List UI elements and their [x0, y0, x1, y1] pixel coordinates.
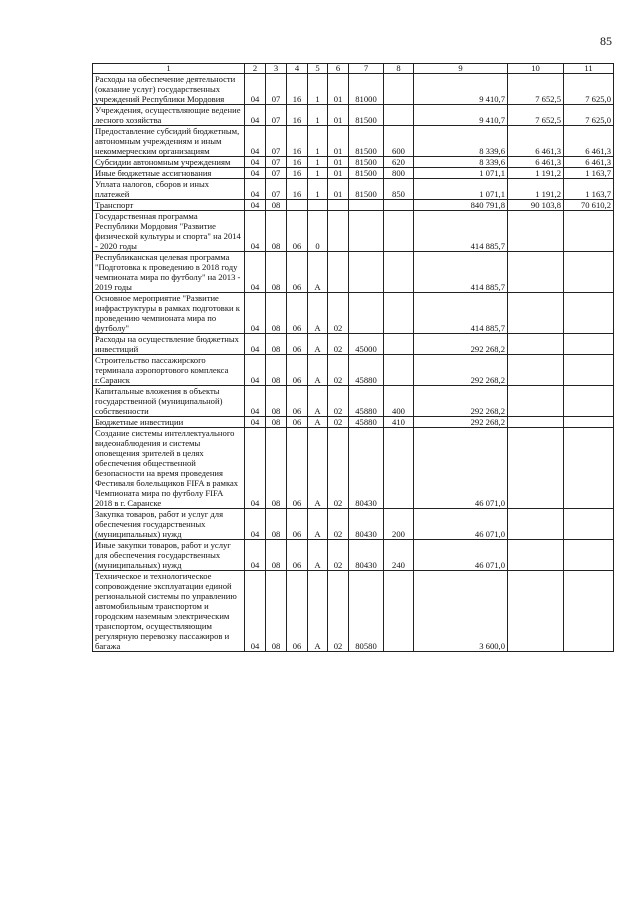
amount-cell: 414 885,7 — [414, 211, 508, 252]
amount-cell: 292 268,2 — [414, 386, 508, 417]
program-code-cell — [287, 200, 308, 211]
subsection-code-cell: 08 — [266, 355, 287, 386]
amount-year-after-cell: 7 625,0 — [564, 105, 614, 126]
event-code-cell: 01 — [328, 105, 349, 126]
program-code-cell: 06 — [287, 571, 308, 652]
event-code-cell: 01 — [328, 157, 349, 168]
table-row — [93, 179, 614, 200]
subprogram-code-cell: 1 — [308, 179, 328, 200]
subprogram-code-cell: 0 — [308, 211, 328, 252]
subsection-code-cell: 08 — [266, 540, 287, 571]
target-code-cell: 80430 — [349, 509, 384, 540]
subprogram-code-cell: А — [308, 417, 328, 428]
table-row — [93, 334, 614, 355]
program-code-cell: 16 — [287, 157, 308, 168]
subsection-code-cell: 07 — [266, 168, 287, 179]
expense-type-cell — [384, 334, 414, 355]
row-name-cell: Создание системы интеллектуального видеонаблюдения и системы оповещения зрителей в целях обеспечения общественной безопасности на время проведения Фестиваля болельщиков FIFA в рамках Чемпионата мира по футболу FIFA 2018 в г. Саранске — [93, 428, 245, 509]
amount-year-after-cell — [564, 334, 614, 355]
row-name-cell: Субсидии автономным учреждениям — [93, 157, 245, 168]
table-row — [93, 509, 614, 540]
section-code-cell: 04 — [245, 200, 266, 211]
row-name-cell: Основное мероприятие "Развитие инфраструктуры в рамках подготовки к проведению чемпионата мира по футболу" — [93, 293, 245, 334]
expense-type-cell: 800 — [384, 168, 414, 179]
amount-cell: 8 339,6 — [414, 126, 508, 157]
page-number: 85 — [600, 34, 612, 48]
amount-year-after-cell — [564, 417, 614, 428]
program-code-cell: 06 — [287, 334, 308, 355]
table-row — [93, 157, 614, 168]
amount-cell: 840 791,8 — [414, 200, 508, 211]
target-code-cell — [349, 252, 384, 293]
subsection-code-cell: 08 — [266, 293, 287, 334]
expense-type-cell: 200 — [384, 509, 414, 540]
program-code-cell: 16 — [287, 179, 308, 200]
event-code-cell: 01 — [328, 126, 349, 157]
section-code-cell: 04 — [245, 126, 266, 157]
target-code-cell: 45880 — [349, 355, 384, 386]
column-header: 9 — [414, 64, 508, 74]
column-header: 11 — [564, 64, 614, 74]
amount-next-year-cell: 6 461,3 — [508, 157, 564, 168]
amount-year-after-cell — [564, 509, 614, 540]
event-code-cell: 02 — [328, 355, 349, 386]
subsection-code-cell: 08 — [266, 334, 287, 355]
section-code-cell: 04 — [245, 509, 266, 540]
event-code-cell: 02 — [328, 509, 349, 540]
subprogram-code-cell: А — [308, 355, 328, 386]
target-code-cell: 80430 — [349, 428, 384, 509]
amount-next-year-cell — [508, 571, 564, 652]
section-code-cell: 04 — [245, 334, 266, 355]
amount-year-after-cell: 1 163,7 — [564, 168, 614, 179]
event-code-cell — [328, 200, 349, 211]
event-code-cell: 02 — [328, 571, 349, 652]
expense-type-cell: 410 — [384, 417, 414, 428]
amount-cell: 1 071,1 — [414, 168, 508, 179]
column-header: 5 — [308, 64, 328, 74]
target-code-cell: 45000 — [349, 334, 384, 355]
amount-cell: 46 071,0 — [414, 509, 508, 540]
table-row — [93, 428, 614, 509]
target-code-cell: 81000 — [349, 74, 384, 105]
section-code-cell: 04 — [245, 179, 266, 200]
amount-next-year-cell — [508, 252, 564, 293]
expense-type-cell — [384, 252, 414, 293]
column-header: 2 — [245, 64, 266, 74]
target-code-cell: 45880 — [349, 417, 384, 428]
row-name-cell: Предоставление субсидий бюджетным, автономным учреждениям и иным некоммерческим организациям — [93, 126, 245, 157]
program-code-cell: 16 — [287, 74, 308, 105]
amount-year-after-cell — [564, 386, 614, 417]
header-row — [93, 64, 614, 74]
section-code-cell: 04 — [245, 157, 266, 168]
budget-table — [92, 63, 614, 652]
amount-year-after-cell — [564, 428, 614, 509]
subprogram-code-cell: А — [308, 571, 328, 652]
amount-next-year-cell: 7 652,5 — [508, 74, 564, 105]
amount-next-year-cell — [508, 211, 564, 252]
section-code-cell: 04 — [245, 168, 266, 179]
subprogram-code-cell: 1 — [308, 157, 328, 168]
subprogram-code-cell: 1 — [308, 105, 328, 126]
table-row — [93, 105, 614, 126]
amount-next-year-cell — [508, 417, 564, 428]
program-code-cell: 06 — [287, 252, 308, 293]
amount-year-after-cell — [564, 293, 614, 334]
amount-next-year-cell — [508, 334, 564, 355]
table-row — [93, 355, 614, 386]
target-code-cell: 81500 — [349, 126, 384, 157]
amount-year-after-cell — [564, 571, 614, 652]
target-code-cell: 81500 — [349, 105, 384, 126]
row-name-cell: Закупка товаров, работ и услуг для обеспечения государственных (муниципальных) нужд — [93, 509, 245, 540]
amount-cell: 46 071,0 — [414, 540, 508, 571]
expense-type-cell — [384, 211, 414, 252]
column-header: 7 — [349, 64, 384, 74]
event-code-cell: 02 — [328, 540, 349, 571]
expense-type-cell: 600 — [384, 126, 414, 157]
program-code-cell: 06 — [287, 211, 308, 252]
row-name-cell: Иные бюджетные ассигнования — [93, 168, 245, 179]
amount-cell: 9 410,7 — [414, 74, 508, 105]
column-header: 6 — [328, 64, 349, 74]
column-header: 3 — [266, 64, 287, 74]
amount-next-year-cell — [508, 540, 564, 571]
table-row — [93, 168, 614, 179]
program-code-cell: 06 — [287, 355, 308, 386]
section-code-cell: 04 — [245, 252, 266, 293]
target-code-cell: 81500 — [349, 179, 384, 200]
subprogram-code-cell: А — [308, 509, 328, 540]
program-code-cell: 16 — [287, 168, 308, 179]
section-code-cell: 04 — [245, 428, 266, 509]
amount-year-after-cell: 6 461,3 — [564, 157, 614, 168]
row-name-cell: Строительство пассажирского терминала аэропортового комплекса г.Саранск — [93, 355, 245, 386]
table-row — [93, 211, 614, 252]
expense-type-cell: 850 — [384, 179, 414, 200]
subsection-code-cell: 07 — [266, 74, 287, 105]
amount-cell: 292 268,2 — [414, 334, 508, 355]
row-name-cell: Учреждения, осуществляющие ведение лесного хозяйства — [93, 105, 245, 126]
section-code-cell: 04 — [245, 74, 266, 105]
amount-next-year-cell: 90 103,8 — [508, 200, 564, 211]
amount-year-after-cell — [564, 211, 614, 252]
subsection-code-cell: 08 — [266, 571, 287, 652]
amount-next-year-cell — [508, 386, 564, 417]
subprogram-code-cell: 1 — [308, 168, 328, 179]
event-code-cell: 01 — [328, 74, 349, 105]
amount-year-after-cell: 7 625,0 — [564, 74, 614, 105]
program-code-cell: 06 — [287, 293, 308, 334]
amount-year-after-cell — [564, 540, 614, 571]
row-name-cell: Расходы на обеспечение деятельности (оказание услуг) государственных учреждений Республики Мордовия — [93, 74, 245, 105]
column-header: 8 — [384, 64, 414, 74]
expense-type-cell — [384, 355, 414, 386]
amount-year-after-cell: 1 163,7 — [564, 179, 614, 200]
amount-year-after-cell: 70 610,2 — [564, 200, 614, 211]
amount-year-after-cell — [564, 355, 614, 386]
expense-type-cell — [384, 293, 414, 334]
section-code-cell: 04 — [245, 293, 266, 334]
amount-cell: 414 885,7 — [414, 293, 508, 334]
section-code-cell: 04 — [245, 571, 266, 652]
subprogram-code-cell — [308, 200, 328, 211]
subsection-code-cell: 08 — [266, 211, 287, 252]
target-code-cell: 81500 — [349, 157, 384, 168]
subsection-code-cell: 07 — [266, 126, 287, 157]
event-code-cell — [328, 211, 349, 252]
target-code-cell — [349, 200, 384, 211]
table-row — [93, 252, 614, 293]
program-code-cell: 06 — [287, 417, 308, 428]
amount-next-year-cell: 1 191,2 — [508, 179, 564, 200]
expense-type-cell — [384, 105, 414, 126]
row-name-cell: Расходы на осуществление бюджетных инвестиций — [93, 334, 245, 355]
table-row — [93, 540, 614, 571]
section-code-cell: 04 — [245, 386, 266, 417]
event-code-cell: 02 — [328, 386, 349, 417]
subsection-code-cell: 08 — [266, 509, 287, 540]
expense-type-cell — [384, 428, 414, 509]
subprogram-code-cell: А — [308, 428, 328, 509]
expense-type-cell: 620 — [384, 157, 414, 168]
expense-type-cell: 240 — [384, 540, 414, 571]
amount-next-year-cell — [508, 355, 564, 386]
subprogram-code-cell: А — [308, 386, 328, 417]
event-code-cell — [328, 252, 349, 293]
table-row — [93, 417, 614, 428]
table-row — [93, 293, 614, 334]
expense-type-cell — [384, 200, 414, 211]
target-code-cell: 80580 — [349, 571, 384, 652]
program-code-cell: 16 — [287, 126, 308, 157]
amount-cell: 3 600,0 — [414, 571, 508, 652]
subprogram-code-cell: 1 — [308, 74, 328, 105]
amount-cell: 292 268,2 — [414, 417, 508, 428]
expense-type-cell — [384, 571, 414, 652]
subsection-code-cell: 08 — [266, 200, 287, 211]
subsection-code-cell: 07 — [266, 179, 287, 200]
program-code-cell: 06 — [287, 386, 308, 417]
expense-type-cell — [384, 74, 414, 105]
section-code-cell: 04 — [245, 417, 266, 428]
table-body — [93, 74, 614, 652]
event-code-cell: 01 — [328, 168, 349, 179]
program-code-cell: 06 — [287, 428, 308, 509]
amount-cell: 292 268,2 — [414, 355, 508, 386]
table-row — [93, 74, 614, 105]
amount-next-year-cell — [508, 428, 564, 509]
table-row — [93, 200, 614, 211]
subprogram-code-cell: А — [308, 334, 328, 355]
amount-next-year-cell: 6 461,3 — [508, 126, 564, 157]
column-header: 10 — [508, 64, 564, 74]
event-code-cell: 01 — [328, 179, 349, 200]
row-name-cell: Уплата налогов, сборов и иных платежей — [93, 179, 245, 200]
section-code-cell: 04 — [245, 355, 266, 386]
program-code-cell: 06 — [287, 540, 308, 571]
target-code-cell — [349, 211, 384, 252]
section-code-cell: 04 — [245, 211, 266, 252]
subprogram-code-cell: А — [308, 293, 328, 334]
row-name-cell: Государственная программа Республики Мордовия "Развитие физической культуры и спорта" на 2014 - 2020 годы — [93, 211, 245, 252]
column-header: 1 — [93, 64, 245, 74]
table-row — [93, 386, 614, 417]
amount-cell: 414 885,7 — [414, 252, 508, 293]
program-code-cell: 06 — [287, 509, 308, 540]
amount-year-after-cell: 6 461,3 — [564, 126, 614, 157]
amount-cell: 9 410,7 — [414, 105, 508, 126]
amount-next-year-cell — [508, 509, 564, 540]
program-code-cell: 16 — [287, 105, 308, 126]
target-code-cell: 81500 — [349, 168, 384, 179]
row-name-cell: Капитальные вложения в объекты государственной (муниципальной) собственности — [93, 386, 245, 417]
subsection-code-cell: 07 — [266, 157, 287, 168]
event-code-cell: 02 — [328, 417, 349, 428]
row-name-cell: Бюджетные инвестиции — [93, 417, 245, 428]
table-row — [93, 571, 614, 652]
amount-cell: 1 071,1 — [414, 179, 508, 200]
amount-cell: 8 339,6 — [414, 157, 508, 168]
table-row — [93, 126, 614, 157]
subsection-code-cell: 08 — [266, 428, 287, 509]
amount-year-after-cell — [564, 252, 614, 293]
row-name-cell: Республиканская целевая программа "Подготовка к проведению в 2018 году чемпионата мира по футболу" на 2013 - 2019 годы — [93, 252, 245, 293]
subprogram-code-cell: А — [308, 252, 328, 293]
target-code-cell: 45880 — [349, 386, 384, 417]
event-code-cell: 02 — [328, 428, 349, 509]
amount-next-year-cell: 1 191,2 — [508, 168, 564, 179]
subsection-code-cell: 08 — [266, 386, 287, 417]
row-name-cell: Иные закупки товаров, работ и услуг для обеспечения государственных (муниципальных) нужд — [93, 540, 245, 571]
subprogram-code-cell: 1 — [308, 126, 328, 157]
section-code-cell: 04 — [245, 105, 266, 126]
section-code-cell: 04 — [245, 540, 266, 571]
event-code-cell: 02 — [328, 293, 349, 334]
target-code-cell — [349, 293, 384, 334]
target-code-cell: 80430 — [349, 540, 384, 571]
amount-cell: 46 071,0 — [414, 428, 508, 509]
amount-next-year-cell — [508, 293, 564, 334]
amount-next-year-cell: 7 652,5 — [508, 105, 564, 126]
subsection-code-cell: 07 — [266, 105, 287, 126]
subprogram-code-cell: А — [308, 540, 328, 571]
subsection-code-cell: 08 — [266, 417, 287, 428]
subsection-code-cell: 08 — [266, 252, 287, 293]
event-code-cell: 02 — [328, 334, 349, 355]
expense-type-cell: 400 — [384, 386, 414, 417]
row-name-cell: Транспорт — [93, 200, 245, 211]
column-header: 4 — [287, 64, 308, 74]
row-name-cell: Техническое и технологическое сопровождение эксплуатации единой региональной системы по управлению автомобильным транспортом и городским наземным электрическим транспортом, осуществляющим регулярную перевозку пассажиров и багажа — [93, 571, 245, 652]
